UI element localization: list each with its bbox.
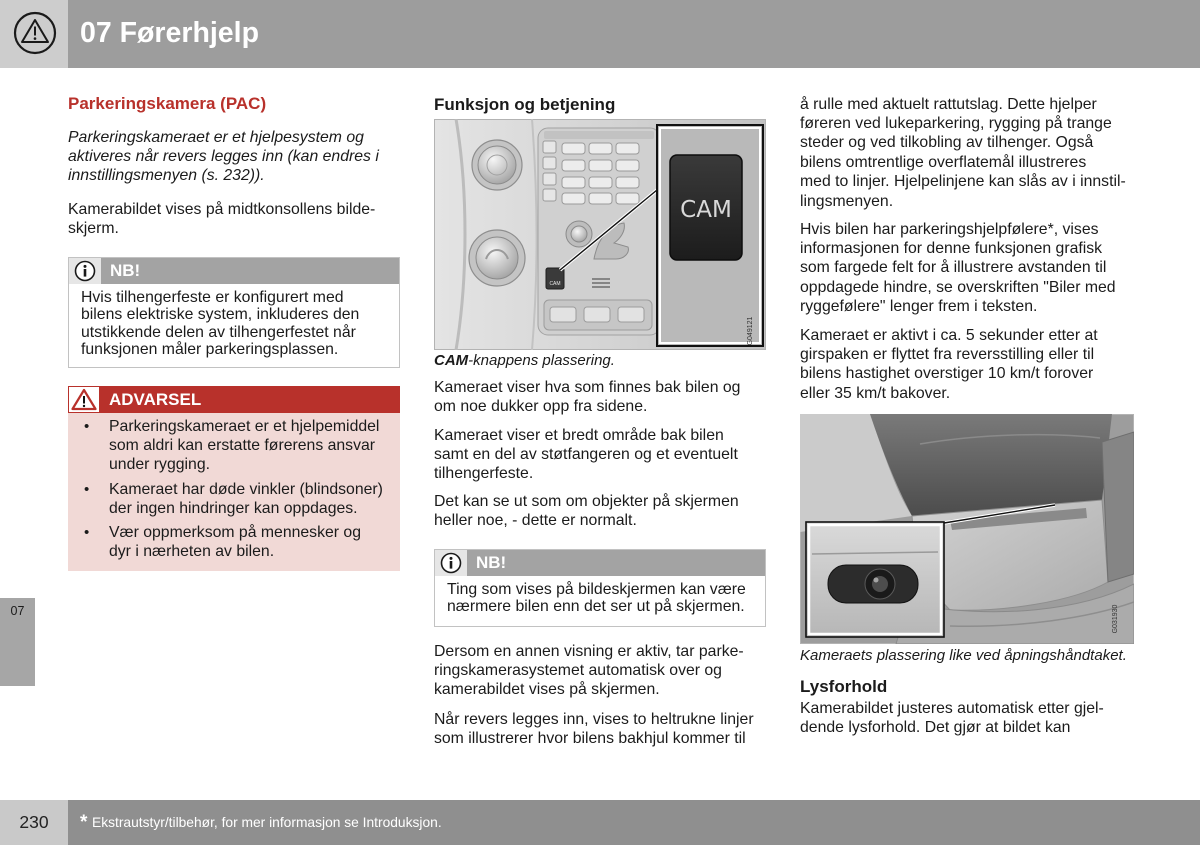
camera-inset xyxy=(806,522,944,637)
figure-caption xyxy=(434,352,615,370)
figure-id-label: G031930 xyxy=(1112,604,1119,634)
figure-id-label: G049121 xyxy=(747,316,754,346)
nb-note-text: Hvis tilhengerfeste er konfigurert med bilens elektriske system, inkluderes den utstikkende delen av tilhengerfestet når funksjonen måler parkeringsplassen. xyxy=(81,289,360,359)
warning-icon-box xyxy=(69,387,99,412)
chapter-side-tab xyxy=(0,598,35,686)
nb-note-title: NB! xyxy=(110,261,141,280)
small-cam-button-label: CAM xyxy=(549,281,561,287)
page-number: 230 xyxy=(19,812,49,832)
section-heading-light-conditions: Lysforhold xyxy=(800,677,888,697)
body-paragraph: å rulle med aktuelt rattutslag. Dette hjelper føreren ved lukeparkering, rygging på trange steder og ved tilkobling av tilhenger. Også bilens omtrentlige overflatemål illustreres med to linjer. Hjelpelinjene kan slås av i innstil- lingsmenyen. xyxy=(800,95,1126,210)
warning-box xyxy=(68,386,400,571)
climate-dial xyxy=(566,221,592,247)
warning-list-item: • Vær oppmerksom på mennesker og dyr i nærheten av bilen. xyxy=(68,523,400,561)
nb-note-header xyxy=(69,258,399,284)
cam-button-location-figure xyxy=(434,119,766,350)
nb-note-box xyxy=(434,549,766,627)
info-icon xyxy=(74,260,96,282)
camera-location-figure xyxy=(800,414,1134,644)
section-heading-parking-camera: Parkeringskamera (PAC) xyxy=(68,94,267,113)
body-paragraph: Dersom en annen visning er aktiv, tar parke- ringskamerasystemet automatisk over og kamerabildet vises på skjermen. xyxy=(434,642,744,699)
nb-note-header xyxy=(435,550,765,576)
nb-icon-box xyxy=(69,258,101,284)
nb-note-title: NB! xyxy=(476,553,507,572)
warning-header xyxy=(68,386,400,413)
nb-note-box xyxy=(68,257,400,368)
body-paragraph: Kamerabildet justeres automatisk etter gjel- dende lysforhold. Det gjør at bildet kan xyxy=(800,699,1104,736)
body-paragraph: Kameraet viser hva som finnes bak bilen og om noe dukker opp fra sidene. xyxy=(434,378,741,415)
figure-caption-bold: CAM xyxy=(434,352,469,370)
body-paragraph: Kameraet viser et bredt område bak bilen samt en del av støtfangeren og et eventuelt tilhengerfeste. xyxy=(434,426,738,483)
car-rear-window xyxy=(870,414,1112,516)
body-paragraph: Kameraet er aktivt i ca. 5 sekunder etter at girspaken er flyttet fra reversstilling eller til bilens hastighet overstiger 10 km/t forover eller 35 km/t bakover. xyxy=(800,326,1098,402)
warning-list-item: • Parkeringskameraet er et hjelpemiddel som aldri kan erstatte førerens ansvar under rygging. xyxy=(68,417,400,474)
car-tail-light xyxy=(1102,432,1134,582)
page-header xyxy=(0,0,1200,68)
footnote-asterisk: * xyxy=(80,812,88,833)
cam-button-inset xyxy=(657,125,763,346)
warning-triangle-icon xyxy=(13,11,57,55)
body-paragraph: Det kan se ut som om objekter på skjermen heller noe, - dette er normalt. xyxy=(434,492,739,529)
warning-list xyxy=(68,417,400,567)
warning-title: ADVARSEL xyxy=(109,390,202,409)
body-paragraph: Hvis bilen har parkeringshjelpfølere*, vises informasjonen for denne funksjonen grafisk som fargede felt for å illustrere avstanden til oppdagede hindre, se overskriften "Biler med ryggefølere" lenger frem i teksten. xyxy=(800,220,1116,316)
body-paragraph: Når revers legges inn, vises to heltrukne linjer som illustrerer hvor bilens bakhjul kommer til xyxy=(434,710,754,747)
header-icon-box xyxy=(0,0,68,68)
nb-icon-box xyxy=(435,550,467,576)
chapter-title: 07 Førerhjelp xyxy=(80,17,259,49)
lower-panel-buttons xyxy=(550,307,644,322)
warning-icon xyxy=(71,388,97,411)
page-footer xyxy=(0,800,1200,845)
page-number-box xyxy=(0,800,68,845)
lower-knob xyxy=(469,230,525,286)
cam-button-label: CAM xyxy=(680,197,732,223)
footnote-text: Ekstrautstyr/tilbehør, for mer informasjon se Introduksjon. xyxy=(92,815,442,830)
body-paragraph: Kamerabildet vises på midtkonsollens bilde- skjerm. xyxy=(68,200,376,237)
nb-note-text: Ting som vises på bildeskjermen kan være nærmere bilen enn det ser ut på skjermen. xyxy=(447,581,746,616)
upper-knob xyxy=(472,140,522,190)
figure-caption-text: -knappens plassering. xyxy=(468,352,615,370)
section-heading-function: Funksjon og betjening xyxy=(434,95,616,115)
warning-list-item: • Kameraet har døde vinkler (blindsoner) der ingen hindringer kan oppdages. xyxy=(68,480,400,518)
chapter-side-tab-label: 07 xyxy=(10,604,25,618)
panel-top-strip xyxy=(544,131,654,139)
info-icon xyxy=(440,552,462,574)
intro-paragraph: Parkeringskameraet er et hjelpesystem og aktiveres når revers legges inn (kan endres i innstillingsmenyen (s. 232)). xyxy=(68,128,379,185)
figure-caption: Kameraets plassering like ved åpningshåndtaket. xyxy=(800,647,1127,665)
